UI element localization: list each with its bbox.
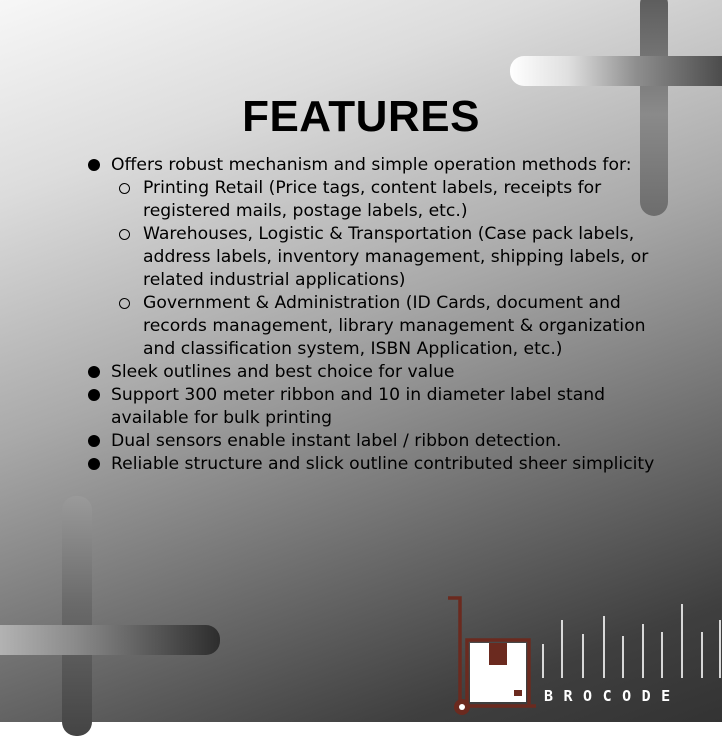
feature-item: Sleek outlines and best choice for value (86, 361, 666, 384)
feature-item: Support 300 meter ribbon and 10 in diameter label stand available for bulk printing (86, 384, 666, 430)
feature-item: Dual sensors enable instant label / ribbon detection. (86, 430, 666, 453)
plus-decoration-bottom-horizontal (0, 625, 220, 655)
brand-name: BROCODE (544, 687, 681, 705)
feature-subitem: Government & Administration (ID Cards, document and records management, library management & organization and classification system, ISBN Application, etc.) (86, 292, 666, 361)
plus-decoration-bottom-vertical (62, 496, 92, 736)
feature-item: Reliable structure and slick outline contributed sheer simplicity (86, 453, 666, 476)
barcode-lines (543, 604, 720, 678)
feature-item: Offers robust mechanism and simple operation methods for: (86, 154, 666, 177)
features-list (86, 154, 666, 476)
feature-subitem: Warehouses, Logistic & Transportation (Case pack labels, address labels, inventory management, shipping labels, or related industrial applications) (86, 223, 666, 292)
page-title: FEATURES (242, 92, 480, 141)
plus-decoration-top-horizontal (510, 56, 722, 86)
feature-subitem: Printing Retail (Price tags, content labels, receipts for registered mails, postage labels, etc.) (86, 177, 666, 223)
hand-truck-box-icon (448, 598, 536, 715)
